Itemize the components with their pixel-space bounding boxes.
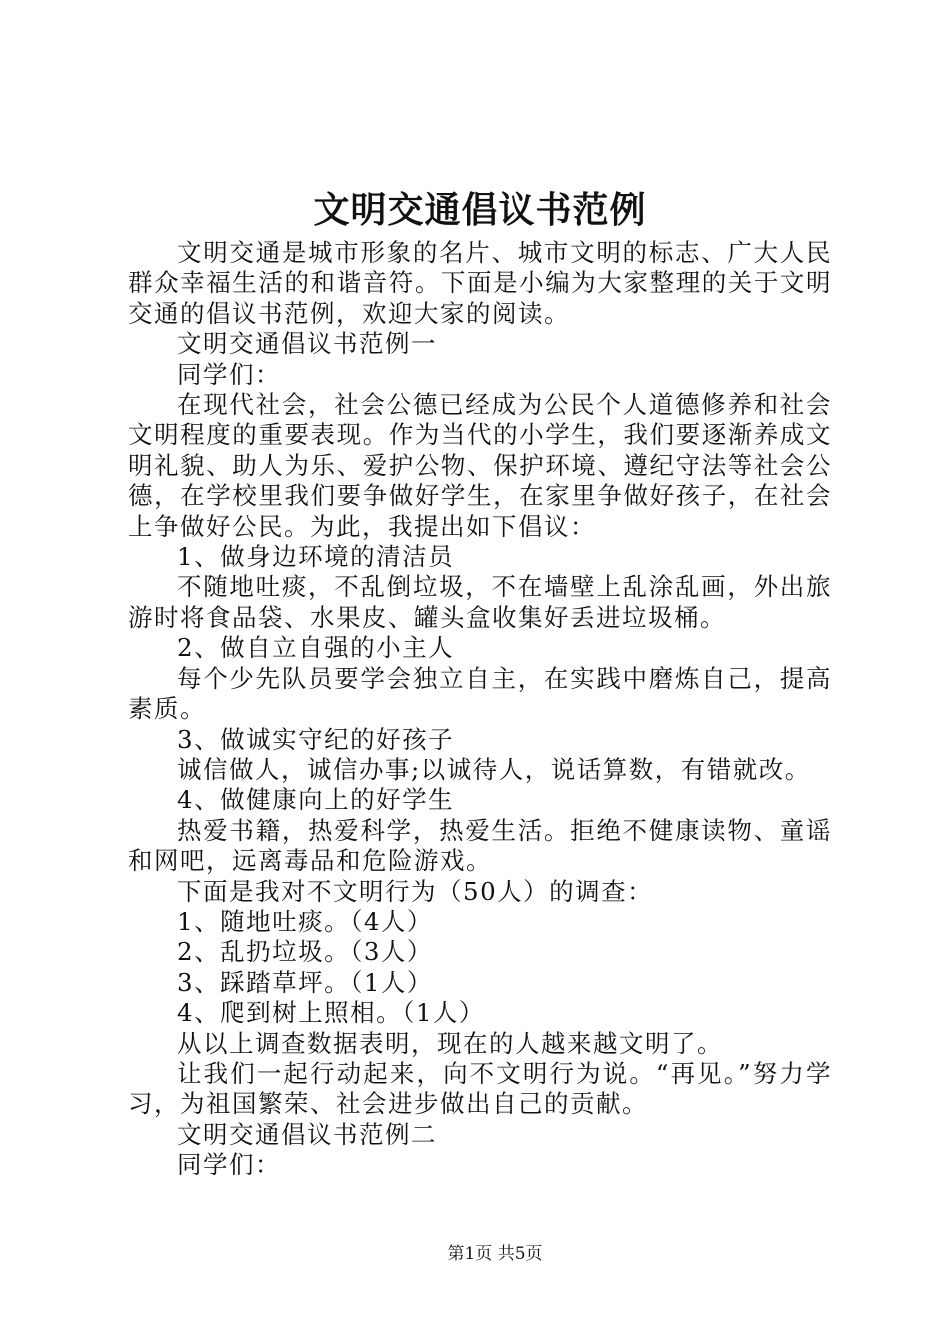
body-paragraph: 诚信做人，诚信办事;以诚待人，说话算数，有错就改。 — [177, 754, 811, 784]
survey-conclusion: 从以上调查数据表明，现在的人越来越文明了。 — [177, 1028, 723, 1058]
proposal-heading: 1、做身边环境的清洁员 — [177, 542, 455, 572]
body-paragraph: 每个少先队员要学会独立自主，在实践中磨炼自己，提高素质。 — [128, 663, 832, 724]
proposal-heading: 4、做健康向上的好学生 — [177, 785, 455, 815]
proposal-heading: 2、做自立自强的小主人 — [177, 633, 455, 663]
proposal-heading: 3、做诚实守纪的好孩子 — [177, 724, 455, 754]
page-footer: 第1页 共5页 — [447, 1244, 543, 1264]
survey-item: 2、乱扔垃圾。（3人） — [177, 937, 433, 967]
body-paragraph: 让我们一起行动起来，向不文明行为说。“再见。”努力学习，为祖国繁荣、社会进步做出自己的贡献。 — [128, 1058, 832, 1119]
salutation: 同学们： — [177, 359, 281, 389]
salutation: 同学们： — [177, 1150, 281, 1180]
survey-item: 1、随地吐痰。（4人） — [177, 906, 433, 936]
body-paragraph: 热爱书籍，热爱科学，热爱生活。拒绝不健康读物、童谣和网吧，远离毒品和危险游戏。 — [128, 815, 832, 876]
document-title: 文明交通倡议书范例 — [313, 189, 647, 231]
survey-item: 3、踩踏草坪。（1人） — [177, 967, 433, 997]
intro-paragraph: 文明交通是城市形象的名片、城市文明的标志、广大人民群众幸福生活的和谐音符。下面是小编为大家整理的关于文明交通的倡议书范例，欢迎大家的阅读。 — [128, 238, 832, 328]
body-paragraph: 不随地吐痰，不乱倒垃圾，不在墙壁上乱涂乱画，外出旅游时将食品袋、水果皮、罐头盒收集好丢进垃圾桶。 — [128, 572, 832, 632]
section-heading-example-two: 文明交通倡议书范例二 — [177, 1119, 437, 1149]
section-heading-example-one: 文明交通倡议书范例一 — [177, 329, 437, 359]
survey-intro: 下面是我对不文明行为（50人）的调查： — [177, 876, 654, 906]
survey-item: 4、爬到树上照相。（1人） — [177, 998, 485, 1028]
document-body — [128, 238, 832, 1181]
body-paragraph: 在现代社会，社会公德已经成为公民个人道德修养和社会文明程度的重要表现。作为当代的小学生，我们要逐渐养成文明礼貌、助人为乐、爱护公物、保护环境、遵纪守法等社会公德，在学校里我们要争做好学生，在家里争做好孩子，在社会上争做好公民。为此，我提出如下倡议： — [128, 390, 832, 541]
